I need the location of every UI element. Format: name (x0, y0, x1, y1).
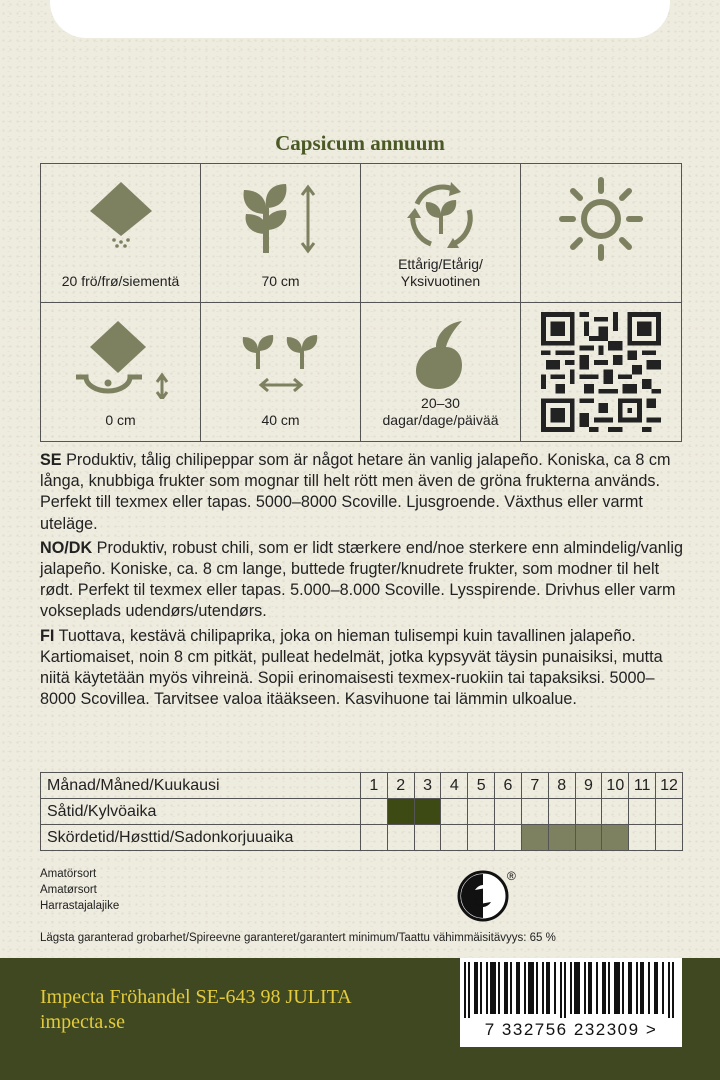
month-1: 1 (360, 773, 387, 799)
harvest-cell (495, 825, 522, 851)
description-no-dk (40, 538, 690, 623)
sow-cell (441, 799, 468, 825)
month-8: 8 (548, 773, 575, 799)
germination-line-2: dagar/dage/päivää (382, 412, 499, 428)
description-se-text: Produktiv, tålig chilipeppar som är något hetare än vanlig jalapeño. Koniska, ca 8 cm långa, knubbiga frukter som mognar till helt rött men även de gröna frukterna används. Perfekt till texmex eller tapas. 5000–8000 Scoville. Ljusgroende. Växthus eller varmt uteläge. (40, 451, 671, 533)
variety-se: Amatörsort (40, 868, 97, 880)
germination-cell (361, 303, 521, 441)
sow-cell (602, 799, 629, 825)
full-sun-icon (558, 176, 644, 262)
plant-spacing-cell (201, 303, 361, 441)
harvest-cell (575, 825, 602, 851)
green-dot-recycling-icon (455, 866, 525, 926)
harvest-cell (629, 825, 656, 851)
barcode-bars (464, 962, 678, 1018)
sowing-row-label: Såtid/Kylvöaika (41, 799, 361, 825)
sowing-depth-cell (41, 303, 201, 441)
harvest-cell (360, 825, 387, 851)
lifecycle-label (361, 256, 520, 290)
germination-time-icon (406, 317, 476, 391)
month-9: 9 (575, 773, 602, 799)
sow-cell (360, 799, 387, 825)
sow-cell (548, 799, 575, 825)
description-fi (40, 626, 690, 711)
barcode (460, 958, 682, 1047)
description-block (40, 450, 690, 713)
harvest-cell (521, 825, 548, 851)
lifecycle-line-2: Yksivuotinen (400, 273, 481, 289)
month-6: 6 (495, 773, 522, 799)
calendar-header-row (41, 773, 683, 799)
seed-packet-icon (86, 178, 156, 250)
registered-mark: ® (507, 869, 516, 883)
latin-name: Capsicum annuum (275, 131, 445, 155)
height-label: 70 cm (261, 273, 300, 289)
sowing-calendar (40, 772, 683, 851)
hang-hole-cutout (50, 0, 670, 38)
description-se (40, 450, 690, 535)
harvest-cell (441, 825, 468, 851)
month-3: 3 (414, 773, 441, 799)
qr-code-cell (521, 303, 681, 441)
month-7: 7 (521, 773, 548, 799)
harvest-row-label: Skördetid/Høsttid/Sadonkorjuuaika (41, 825, 361, 851)
sow-cell (629, 799, 656, 825)
month-4: 4 (441, 773, 468, 799)
plant-height-icon (236, 178, 326, 258)
harvest-cell (602, 825, 629, 851)
lang-tag-fi: FI (40, 626, 55, 645)
harvest-cell (387, 825, 414, 851)
sowing-depth-label: 0 cm (105, 412, 136, 428)
description-no-dk-text: Produktiv, robust chili, som er lidt stærkere end/noe sterkere enn almindelig/vanlig jalapeño. Koniske, ca. 8 cm lange, buttede frugter/knudrete frukter, som modner til helt rødt. Perfekt til texmex eller tapas. 5.000–8.000 Scoville. Lysspirende. Drivhus eller varm vokseplads udendørs/utendørs. (40, 538, 683, 621)
sow-cell (656, 799, 683, 825)
month-2: 2 (387, 773, 414, 799)
harvest-cell (656, 825, 683, 851)
month-5: 5 (468, 773, 495, 799)
germination-line-1: 20–30 (421, 395, 460, 411)
company-website[interactable]: impecta.se (40, 1011, 125, 1033)
variety-fi: Harrastajalajike (40, 900, 120, 912)
qr-code[interactable] (541, 312, 661, 432)
sow-cell (468, 799, 495, 825)
month-12: 12 (656, 773, 683, 799)
height-cell (201, 164, 361, 303)
sow-cell (495, 799, 522, 825)
harvest-cell (468, 825, 495, 851)
lang-tag-no-dk: NO/DK (40, 538, 93, 557)
variety-no: Amatørsort (40, 884, 97, 896)
annual-cycle-icon (403, 178, 479, 254)
lifecycle-cell (361, 164, 521, 303)
description-fi-text: Tuottava, kestävä chilipaprika, joka on hieman tulisempi kuin tavallinen jalapeño. Kartiomaiset, noin 8 cm pitkät, pulleat hedelmät, jotka kypsyvät täysin punaisiksi, mutta niitä käytetään myös vihreinä. Sopii erinomaisesti texmex-ruokiin tai tapaksiksi. 5000–8000 Scovillea. Tarvitsee valoa itääkseen. Kasvihuone tai lämmin ulkoalue. (40, 626, 663, 709)
seed-count-cell (41, 164, 201, 303)
lifecycle-line-1: Ettårig/Etårig/ (398, 256, 483, 272)
company-address: Impecta Fröhandel SE-643 98 JULITA (40, 986, 352, 1008)
harvest-row (41, 825, 683, 851)
sow-cell (387, 799, 414, 825)
sow-cell (521, 799, 548, 825)
month-10: 10 (602, 773, 629, 799)
plant-spacing-label: 40 cm (261, 412, 300, 428)
lang-tag-se: SE (40, 451, 62, 469)
info-icon-grid (40, 163, 682, 442)
germination-label (361, 395, 520, 429)
variety-type (40, 866, 119, 914)
sowing-depth-icon (66, 317, 176, 399)
sun-cell (521, 164, 681, 303)
harvest-cell (548, 825, 575, 851)
plant-spacing-icon (236, 327, 326, 397)
harvest-cell (414, 825, 441, 851)
sow-cell (575, 799, 602, 825)
germination-guarantee: Lägsta garanterad grobarhet/Spireevne garanteret/garantert minimum/Taattu vähimmäisitävyys: 65 % (40, 932, 556, 944)
seed-count-label: 20 frö/frø/siementä (61, 273, 180, 289)
month-11: 11 (629, 773, 656, 799)
barcode-number: 7 332756 232309 > (484, 1020, 658, 1039)
sowing-row (41, 799, 683, 825)
sow-cell (414, 799, 441, 825)
month-header-label: Månad/Måned/Kuukausi (41, 773, 361, 799)
